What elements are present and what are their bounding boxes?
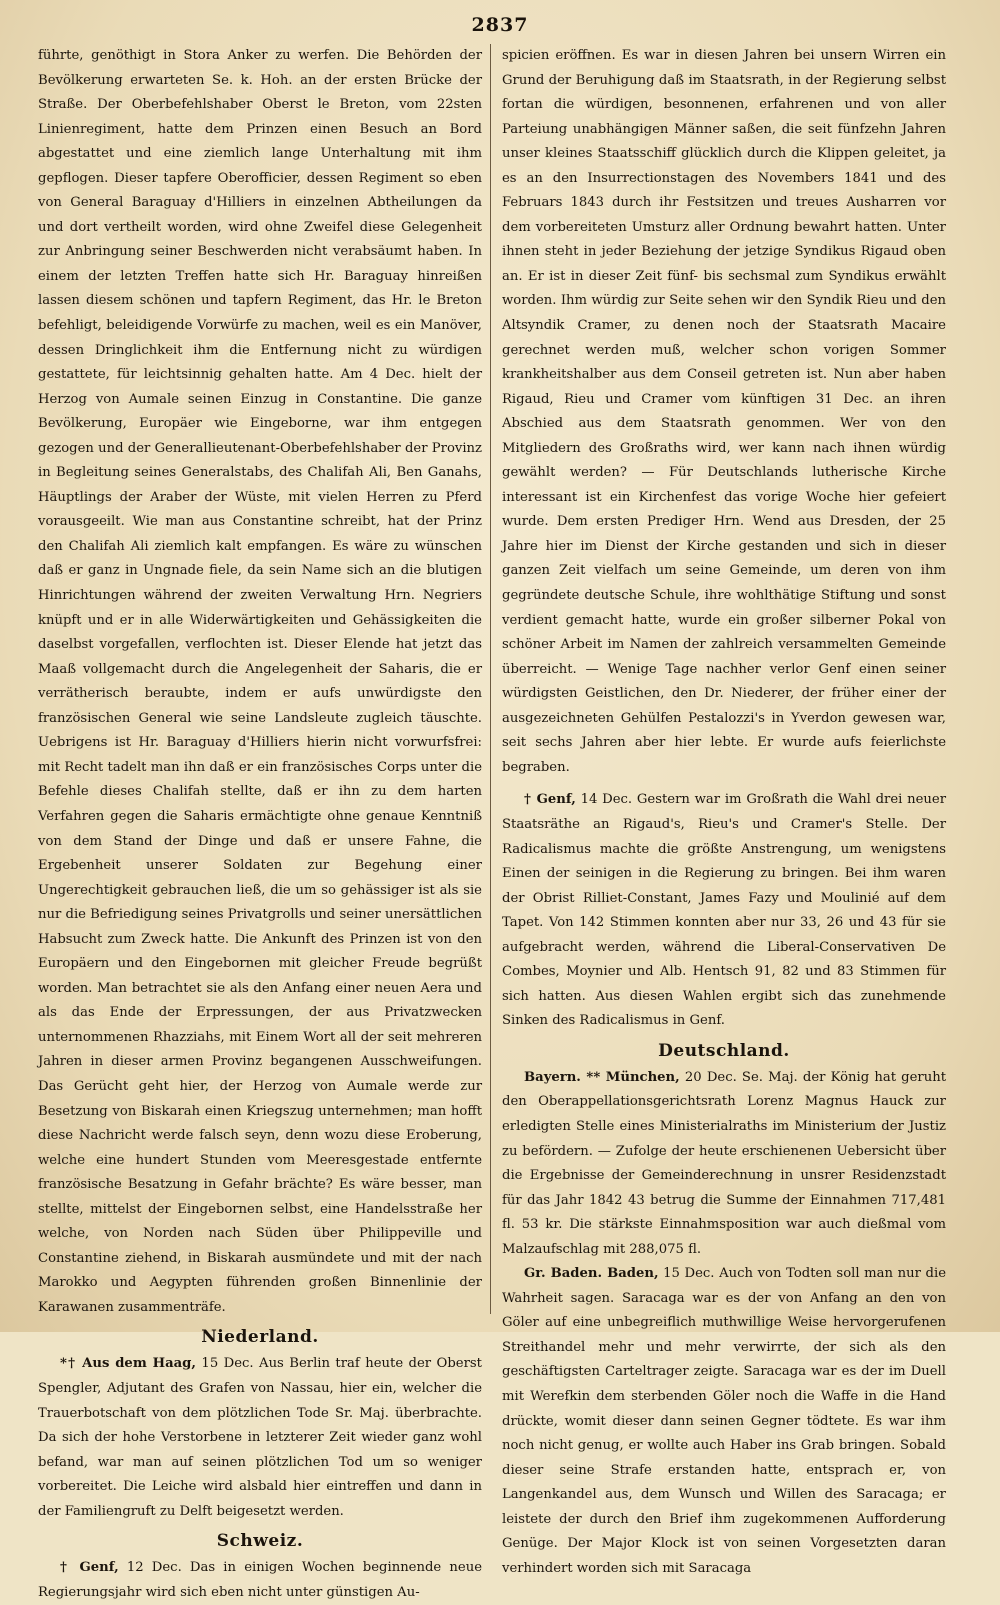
schweiz-dateline: † Genf,: [60, 1560, 119, 1576]
schweiz-text: 12 Dec. Das in einigen Wochen beginnende neue Regierungsjahr wird sich eben nicht unter günstigen Au-: [38, 1560, 482, 1600]
section-heading-schweiz: Schweiz.: [216, 1531, 304, 1552]
baden-report: [502, 1262, 946, 1581]
algeria-report: führte, genöthigt in Stora Anker zu werfen. Die Behörden der Bevölkerung erwarteten Se. k. Hoh. an der ersten Brücke der Straße. Der Oberbefehlshaber Oberst le Breton, vom 22sten Linienregiment, hatte dem Prinzen einen Besuch an Bord abgestattet und eine ziemlich lange Unterhaltung mit ihm gepflogen. Dieser tapfere Oberofficier, dessen Regiment so eben von General Baraguay d'Hilliers in einzelnen Abtheilungen da und dort vertheilt worden, wird ohne Zweifel diese Gelegenheit zur Anbringung seiner Beschwerden nicht verabsäumt haben. In einem der letzten Treffen hatte sich Hr. Baraguay hinreißen lassen diesem schönen und tapfern Regiment, das Hr. le Breton befehligt, beleidigende Vorwürfe zu machen, weil es ein Manöver, dessen Dringlichkeit ihm die Entfernung nicht zu würdigen gestattete, für leichtsinnig gehalten hatte. Am 4 Dec. hielt der Herzog von Aumale seinen Einzug in Constantine. Die ganze Bevölkerung, Europäer wie Eingeborne, war ihm entgegen gezogen und der Generallieutenant-Oberbefehlshaber der Provinz in Begleitung seines Generalstabs, des Chalifah Ali, Ben Ganahs, Häuptlings der Araber der Wüste, mit vielen Herren zu Pferd vorausgeeilt. Wie man aus Constantine schreibt, hat der Prinz den Chalifah Ali ziemlich kalt empfangen. Es wäre zu wünschen daß er ganz in Ungnade fiele, da sein Name sich an die blutigen Hinrichtungen während der zweiten Verwaltung Hrn. Negriers knüpft und er in alle Widerwärtigkeiten und Gehässigkeiten die daselbst vorgefallen, verflochten ist. Dieser Elende hat jetzt das Maaß vollgemacht durch die Angelegenheit der Saharis, die er verrätherisch beraubte, indem er aufs unwürdigste den französischen General wie seine Landsleute zugleich täuschte. Uebrigens ist Hr. Baraguay d'Hilliers hierin nicht vorwurfsfrei: mit Recht tadelt man ihn daß er ein französisches Corps unter die Befehle dieses Chalifah stellte, daß er ihn zu dem harten Verfahren gegen die Saharis ermächtigte ohne genaue Kenntniß von dem Stand der Dinge und daß er unsere Fahne, die Ergebenheit unserer Soldaten zur Begehung einer Ungerechtigkeit gebrauchen ließ, die um so gehässiger ist als sie nur die Befriedigung seines Privatgrolls und seiner unersättlichen Habsucht zum Zweck hatte. Die Ankunft des Prinzen ist von den Europäern und den Eingebornen mit gleicher Freude begrüßt worden. Man betrachtet sie als den Anfang einer neuen Aera und als das Ende der Erpressungen, der aus Privatzwecken unternommenen Rhazziahs, mit Einem Wort all der seit mehreren Jahren in dieser armen Provinz begangenen Ausschweifungen. Das Gerücht geht hier, der Herzog von Aumale werde zur Besetzung von Biskarah einen Kriegszug unternehmen; man hofft diese Nachricht werde falsch seyn, denn wozu diese Eroberung, welche eine hundert Stunden vom Meeresgestade entfernte französische Besatzung in Gefahr brächte? Es wäre besser, man stellte, mittelst der Eingebornen selbst, eine Handelsstraße her welche, von Norden nach Süden über Philippeville und Constantine ziehend, in Biskarah ausmündete und mit der nach Marokko und Aegypten führenden großen Binnenlinie der Karawanen zusammenträfe.: [38, 48, 482, 1315]
genf-text: 14 Dec. Gestern war im Großrath die Wahl drei neuer Staatsräthe an Rigaud's, Rieu's und Cramer's Stelle. Der Radicalismus machte die größte Anstrengung, um wenigstens Einen der seinigen in die Regierung zu bringen. Bei ihm waren der Obrist Rilliet-Constant, James Fazy und Moulinié auf dem Tapet. Von 142 Stimmen konnten aber nur 33, 26 und 43 für sie aufgebracht werden, während die Liberal-Conservativen De Combes, Moynier und Alb. Hentsch 91, 82 und 83 Stimmen für sich hatten. Aus diesen Wahlen ergibt sich das zunehmende Sinken des Radicalismus in Genf.: [502, 792, 947, 1029]
geneva-continued: spicien eröffnen. Es war in diesen Jahren bei unsern Wirren ein Grund der Beruhigung daß im Staatsrath, in der Regierung selbst fortan die würdigen, besonnenen, erfahrenen und von aller Parteiung unabhängigen Männer saßen, die seit fünfzehn Jahren unser kleines Staatsschiff glücklich durch die Klippen geleitet, ja es an den Insurrectionstagen des Novembers 1841 und des Februars 1843 durch ihr Festsitzen und treues Ausharren vor dem vorbereiteten Umsturz aller Ordnung bewahrt hatten. Unter ihnen steht in jeder Beziehung der jetzige Syndikus Rigaud oben an. Er ist in dieser Zeit fünf- bis sechsmal zum Syndikus erwählt worden. Ihm würdig zur Seite sehen wir den Syndik Rieu und den Altsyndik Cramer, zu denen noch der Staatsrath Macaire gerechnet werden muß, welcher schon vorigen Sommer krankheitshalber aus dem Conseil getreten ist. Nun aber haben Rigaud, Rieu und Cramer vom künftigen 31 Dec. an ihren Abschied aus dem Staatsrath genommen. Wer von den Mitgliedern des Großraths wird, wer kann nach ihnen würdig gewählt werden? — Für Deutschlands lutherische Kirche interessant ist ein Kirchenfest das vorige Woche hier gefeiert wurde. Dem ersten Prediger Hrn. Wend aus Dresden, der 25 Jahre hier im Dienst der Kirche gestanden und sich in dieser ganzen Zeit vielfach um seine Gemeinde, um deren von ihm gegründete deutsche Schule, ihre wohlthätige Stiftung und sonst verdient gemacht hatte, wurde ein großer silberner Pokal von schöner Arbeit im Namen der zahlreich versammelten Gemeinde überreicht. — Wenige Tage nachher verlor Genf einen seiner würdigsten Geistlichen, den Dr. Niederer, der früher einer der ausgezeichneten Gehülfen Pestalozzi's in Yverdon gewesen war, seit sechs Jahren aber hier lebte. Er wurde aufs feierlichste begraben.: [502, 48, 946, 775]
page-number: 2837: [471, 14, 529, 36]
niederland-text: 15 Dec. Aus Berlin traf heute der Oberst Spengler, Adjutant des Grafen von Nassau, hier ein, welcher die Trauerbotschaft von dem plötzlichen Tode Sr. Maj. überbrachte. Da sich der hohe Verstorbene in letzterer Zeit wieder ganz wohl befand, war man auf seinen plötzlichen Tod um so weniger vorbereitet. Die Leiche wird alsbald hier eintreffen und dann in der Familiengruft zu Delft beigesetzt werden.: [38, 1356, 482, 1519]
section-heading-deutschland: Deutschland.: [658, 1040, 790, 1061]
genf-dateline: † Genf,: [524, 792, 576, 808]
section-heading-niederland: Niederland.: [201, 1327, 319, 1348]
bayern-text: 20 Dec. Se. Maj. der König hat geruht den Oberappellationsgerichtsrath Lorenz Magnus Hauck zur erledigten Stelle eines Ministerialraths im Ministerium der Justiz zu befördern. — Zufolge der heute erschienenen Uebersicht über die Ergebnisse der Gemeinderechnung in unsrer Residenzstadt für das Jahr 1842 43 betrug die Summe der Einnahmen 717,481 fl. 53 kr. Die stärkste Einnahmsposition war auch dießmal vom Malzaufschlag mit 288,075 fl.: [502, 1069, 946, 1257]
column-divider: [490, 44, 491, 1314]
niederland-report: [38, 1352, 482, 1524]
bayern-dateline: Bayern. ** München,: [524, 1069, 680, 1085]
niederland-dateline: *† Aus dem Haag,: [60, 1356, 196, 1372]
bayern-report: [502, 1066, 946, 1262]
baden-dateline: Gr. Baden. Baden,: [524, 1266, 659, 1282]
schweiz-report: [38, 1556, 482, 1605]
right-column: [502, 44, 947, 1576]
baden-text: 15 Dec. Auch von Todten soll man nur die Wahrheit sagen. Saracaga war es der von Anfang an den von Göler auf eine unbegreiflich muthwillige Weise hervorgerufenen Streithandel mehr und mehr verwirrte, der sich als den geschäftigsten Carteltrager zeigte. Saracaga war es der im Duell mit Werefkin dem sterbenden Göler noch die Waffe in die Hand drückte, womit dieser dann seinen Gegner tödtete. Es war ihm noch nicht genug, er wollte auch Haber ins Grab bringen. Sobald dieser seine Strafe erstanden hatte, entsprach er, von Langenkandel aus, dem Wunsch und Willen des Saracaga; er leistete der durch den Brief ihm zugekommenen Aufforderung Genüge. Der Major Klock ist von seinen Vorgesetzten daran verhindert worden sich mit Saracaga: [502, 1266, 946, 1576]
left-column: [38, 44, 482, 1600]
genf-report: [502, 788, 946, 1033]
